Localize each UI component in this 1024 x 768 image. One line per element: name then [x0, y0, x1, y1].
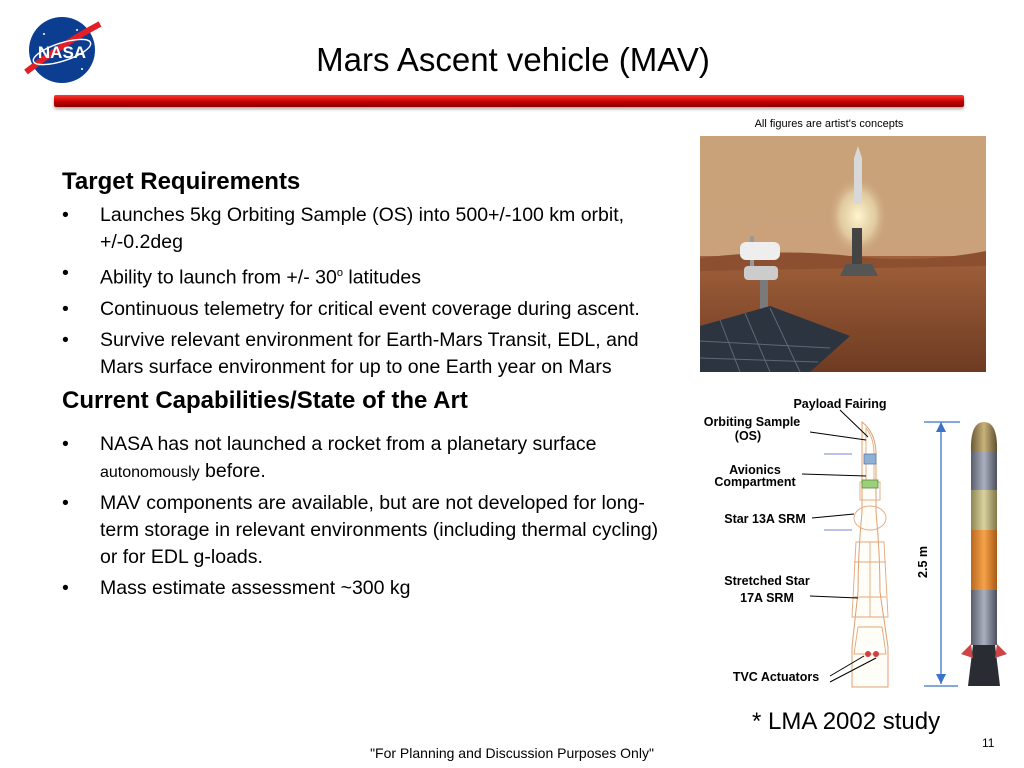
- logo-text: NASA: [37, 43, 87, 62]
- section-heading-current-capabilities: Current Capabilities/State of the Art: [62, 386, 468, 414]
- height-label: 2.5 m: [916, 546, 930, 578]
- bullet-text: Continuous telemetry for critical event coverage during ascent.: [100, 297, 640, 320]
- list-item: • Launches 5kg Orbiting Sample (OS) into 500+/-100 km orbit, +/-0.2deg: [62, 204, 625, 253]
- list-item: • Continuous telemetry for critical event coverage during ascent.: [62, 297, 640, 320]
- bullet-text-small: autonomously: [100, 463, 200, 481]
- slide-title: Mars Ascent vehicle (MAV): [316, 41, 710, 78]
- list-item: • MAV components are available, but are not developed for long-term storage in relevant environments (including thermal cycling) or for EDL g-loads.: [62, 491, 659, 568]
- bullet-text-tail: latitudes: [342, 266, 422, 289]
- bullet-text: Launches 5kg Orbiting Sample (OS) into 500+/-100 km orbit, +/-0.2deg: [100, 204, 625, 253]
- list-item: • Mass estimate assessment ~300 kg: [62, 576, 411, 599]
- list-item: • Ability to launch from +/- 30$^o$ latitudes: [62, 262, 422, 289]
- degree-superscript: o: [336, 267, 343, 279]
- footer-disclaimer: "For Planning and Discussion Purposes Only": [370, 745, 654, 761]
- mars-launch-photo: [700, 136, 986, 372]
- list-item: • NASA has not launched a rocket from a planetary surface autonomously before.: [62, 432, 597, 482]
- current-capabilities-list: [62, 431, 674, 602]
- figures-caption: All figures are artist's concepts: [754, 118, 904, 130]
- bullet-text: Mass estimate assessment ~300 kg: [100, 576, 411, 599]
- title-divider: [54, 95, 964, 107]
- label-orbiting-sample: Orbiting Sample: [703, 415, 801, 429]
- nasa-logo: [22, 14, 104, 86]
- label-avionics: Avionics: [729, 463, 781, 477]
- bullet-text: NASA has not launched a rocket from a planetary surface: [100, 432, 597, 455]
- bullet-text: Survive relevant environment for Earth-Mars Transit, EDL, and Mars surface environment for up to one Earth year on Mars: [100, 328, 639, 378]
- label-tvc-actuators: TVC Actuators: [732, 670, 820, 684]
- bullet-text: MAV components are available, but are not developed for long-term storage in relevant environments (including thermal cycling) or for EDL g-loads.: [100, 491, 659, 568]
- bullet-text-tail: before.: [199, 459, 266, 482]
- section-heading-target-requirements: Target Requirements: [62, 168, 301, 195]
- mav-cutaway-diagram: [690, 392, 1010, 692]
- label-stretched-star: Stretched Star: [724, 574, 810, 588]
- label-payload-fairing: Payload Fairing: [793, 397, 887, 411]
- lma-study-note: * LMA 2002 study: [752, 708, 941, 735]
- main-content: [62, 166, 674, 606]
- label-star-13a: Star 13A SRM: [724, 512, 806, 526]
- list-item: • Survive relevant environment for Earth-Mars Transit, EDL, and Mars surface environment for up to one Earth year on Mars: [62, 328, 639, 378]
- target-requirements-list: [62, 202, 674, 381]
- page-number: 11: [982, 736, 995, 750]
- bullet-text: Ability to launch from +/- 30: [100, 266, 337, 289]
- label-orbiting-sample-os: (OS): [734, 429, 762, 443]
- label-17a-srm: 17A SRM: [740, 591, 794, 605]
- label-avionics-compartment: Compartment: [714, 475, 796, 489]
